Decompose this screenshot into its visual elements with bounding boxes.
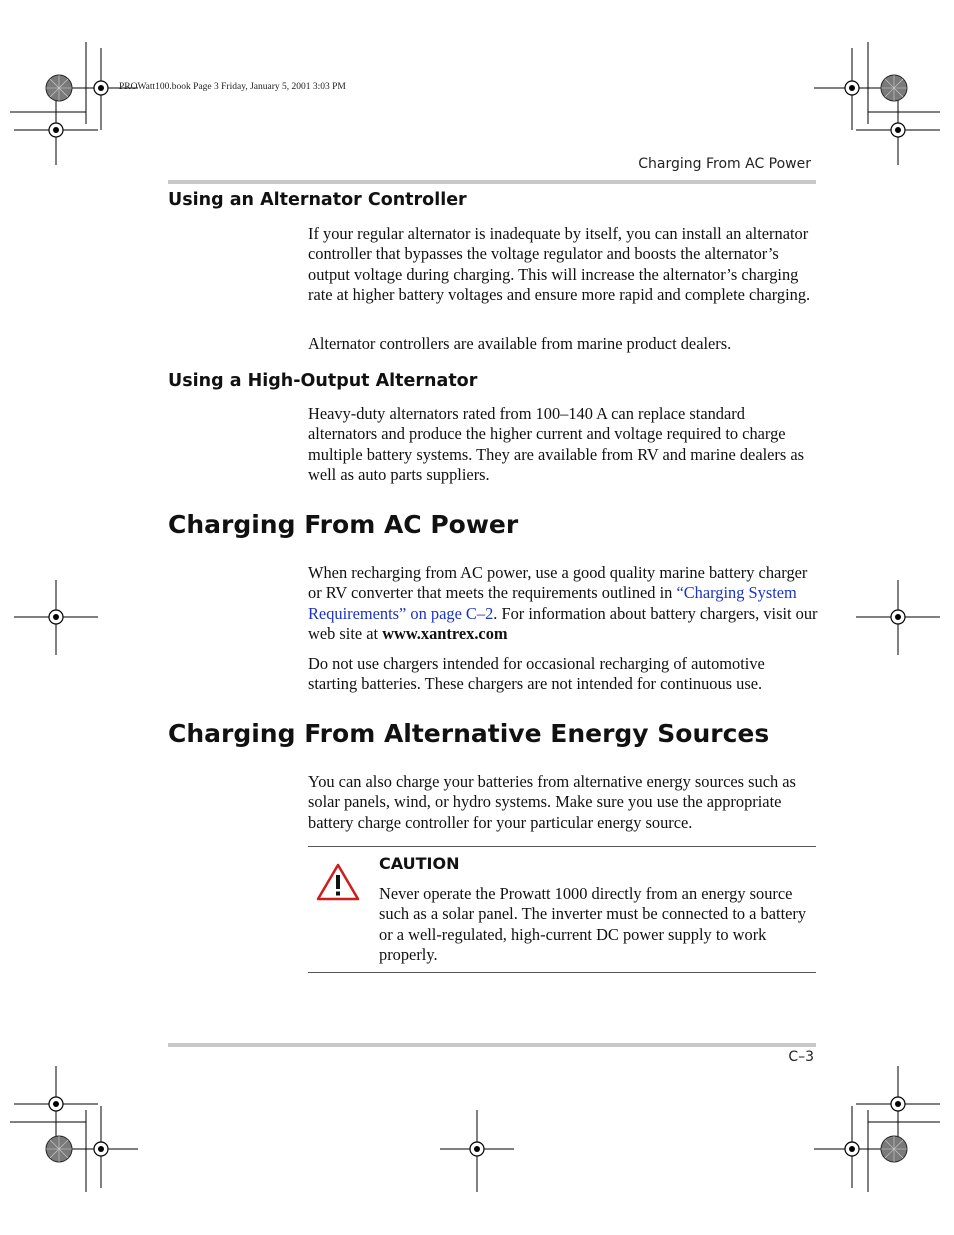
footer-rule: [168, 1043, 816, 1047]
paragraph: Do not use chargers intended for occasional recharging of automotive starting batteries. These chargers are not intended for continuous use.: [308, 654, 765, 694]
page-number: C–3: [788, 1049, 814, 1065]
heading-high-output-alternator: Using a High-Output Alternator: [168, 371, 478, 391]
paragraph: [308, 563, 818, 644]
book-header: PROWatt100.book Page 3 Friday, January 5, 2001 3:03 PM: [119, 82, 346, 92]
paragraph: Heavy-duty alternators rated from 100–140 A can replace standard alternators and produce the higher current and voltage required to charge multiple battery systems. They are available from RV and marine dealers as well as auto parts suppliers.: [308, 404, 805, 484]
heading-charging-ac-power: Charging From AC Power: [168, 510, 519, 539]
caution-bottom-rule: [308, 972, 816, 973]
text: When recharging from AC power, use a good quality marine battery charger or RV converter that meets the requirements outlined in: [308, 563, 808, 603]
cross-reference-link[interactable]: “Charging System Requirements” on page C–2: [308, 583, 797, 623]
heading-alternator-controller: Using an Alternator Controller: [168, 190, 467, 210]
warning-triangle-icon: [315, 862, 361, 902]
running-head: Charging From AC Power: [638, 156, 811, 172]
paragraph: You can also charge your batteries from alternative energy sources such as solar panels, wind, or hydro systems. Make sure you use the appropriate battery charge controller for your particular energy source.: [308, 772, 796, 832]
caution-title: CAUTION: [379, 854, 460, 873]
website-url: www.xantrex.com: [382, 623, 508, 643]
paragraph: Alternator controllers are available from marine product dealers.: [308, 334, 732, 353]
paragraph: If your regular alternator is inadequate by itself, you can install an alternator controller that bypasses the voltage regulator and boosts the alternator’s output voltage during charging. This will increase the alternator’s charging rate at higher battery voltages and ensure more rapid and complete charging.: [308, 224, 811, 304]
caution-text: Never operate the Prowatt 1000 directly from an energy source such as a solar panel. The inverter must be connected to a battery or a well-regulated, high-current DC power supply to work properly.: [379, 884, 807, 964]
text: . For information about battery chargers, visit our web site at: [308, 603, 818, 643]
header-rule: [168, 180, 816, 184]
caution-top-rule: [308, 846, 816, 847]
heading-alternative-energy: Charging From Alternative Energy Sources: [168, 719, 770, 748]
